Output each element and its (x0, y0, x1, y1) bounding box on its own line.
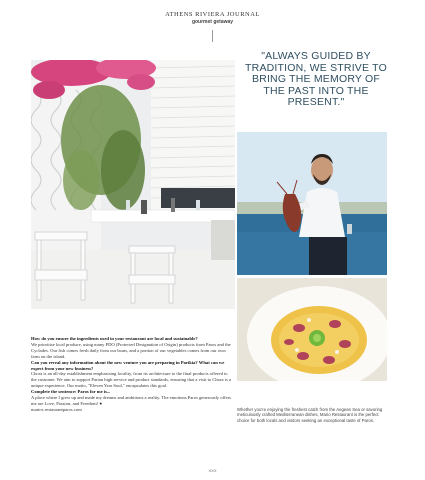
answer-3: A place where I grew up and made my dreams and ambitions a reality. The emotions Paros generously offers me are Love, Passion, and Freedom! ● (31, 395, 231, 406)
answer-2: Chora is an all-day establishment emphasising locality, from its architecture to the final products offered to the customer. We aim to support Parian high service and product standards, ensuring that a visit to Chora is a unique experience. Our motto, "Eleven Year Soul," encapsulates this goal. (31, 371, 231, 389)
restaurant-url[interactable]: marios restaurantparos.com (31, 406, 82, 412)
restaurant-terrace-photo (31, 60, 235, 309)
publication-title: ATHENS RIVIERA JOURNAL (165, 11, 260, 18)
answer-1: We prioritise local produce, using many PDO (Protected Designation of Origin) products from Paros and the Cyclades. Our fish comes fresh daily from our boats, and a portion of our vegetables comes from our own farm on the island. (31, 341, 231, 359)
masthead (0, 11, 425, 25)
question-2: Can you reveal any information about the new venture you are preparing in Parikia? What can we expect from your new business? (31, 359, 225, 371)
question-3: Complete the sentence: Paros for me is... (31, 389, 111, 395)
chef-with-lobster-photo (237, 132, 387, 275)
photo-caption: Whether you're enjoying the freshest catch from the Aegean Sea or savoring meticulously crafted Mediterranean dishes, Mario Restaurant is the perfect choice for both locals and visitors seeking an exceptional taste of Paros. (237, 407, 383, 423)
page-number: XXX (208, 468, 217, 473)
plated-dish-photo (237, 278, 387, 381)
question-1: How do you ensure the ingredients used in your restaurant are local and sustainable? (31, 336, 198, 341)
interview-text (31, 336, 234, 413)
section-subtitle: gourmet getaway (191, 19, 234, 25)
header-divider (212, 30, 213, 42)
pull-quote: "ALWAYS GUIDED BY TRADITION, WE STRIVE TO BRING THE MEMORY OF THE PAST INTO THE PRESENT." (245, 50, 387, 108)
